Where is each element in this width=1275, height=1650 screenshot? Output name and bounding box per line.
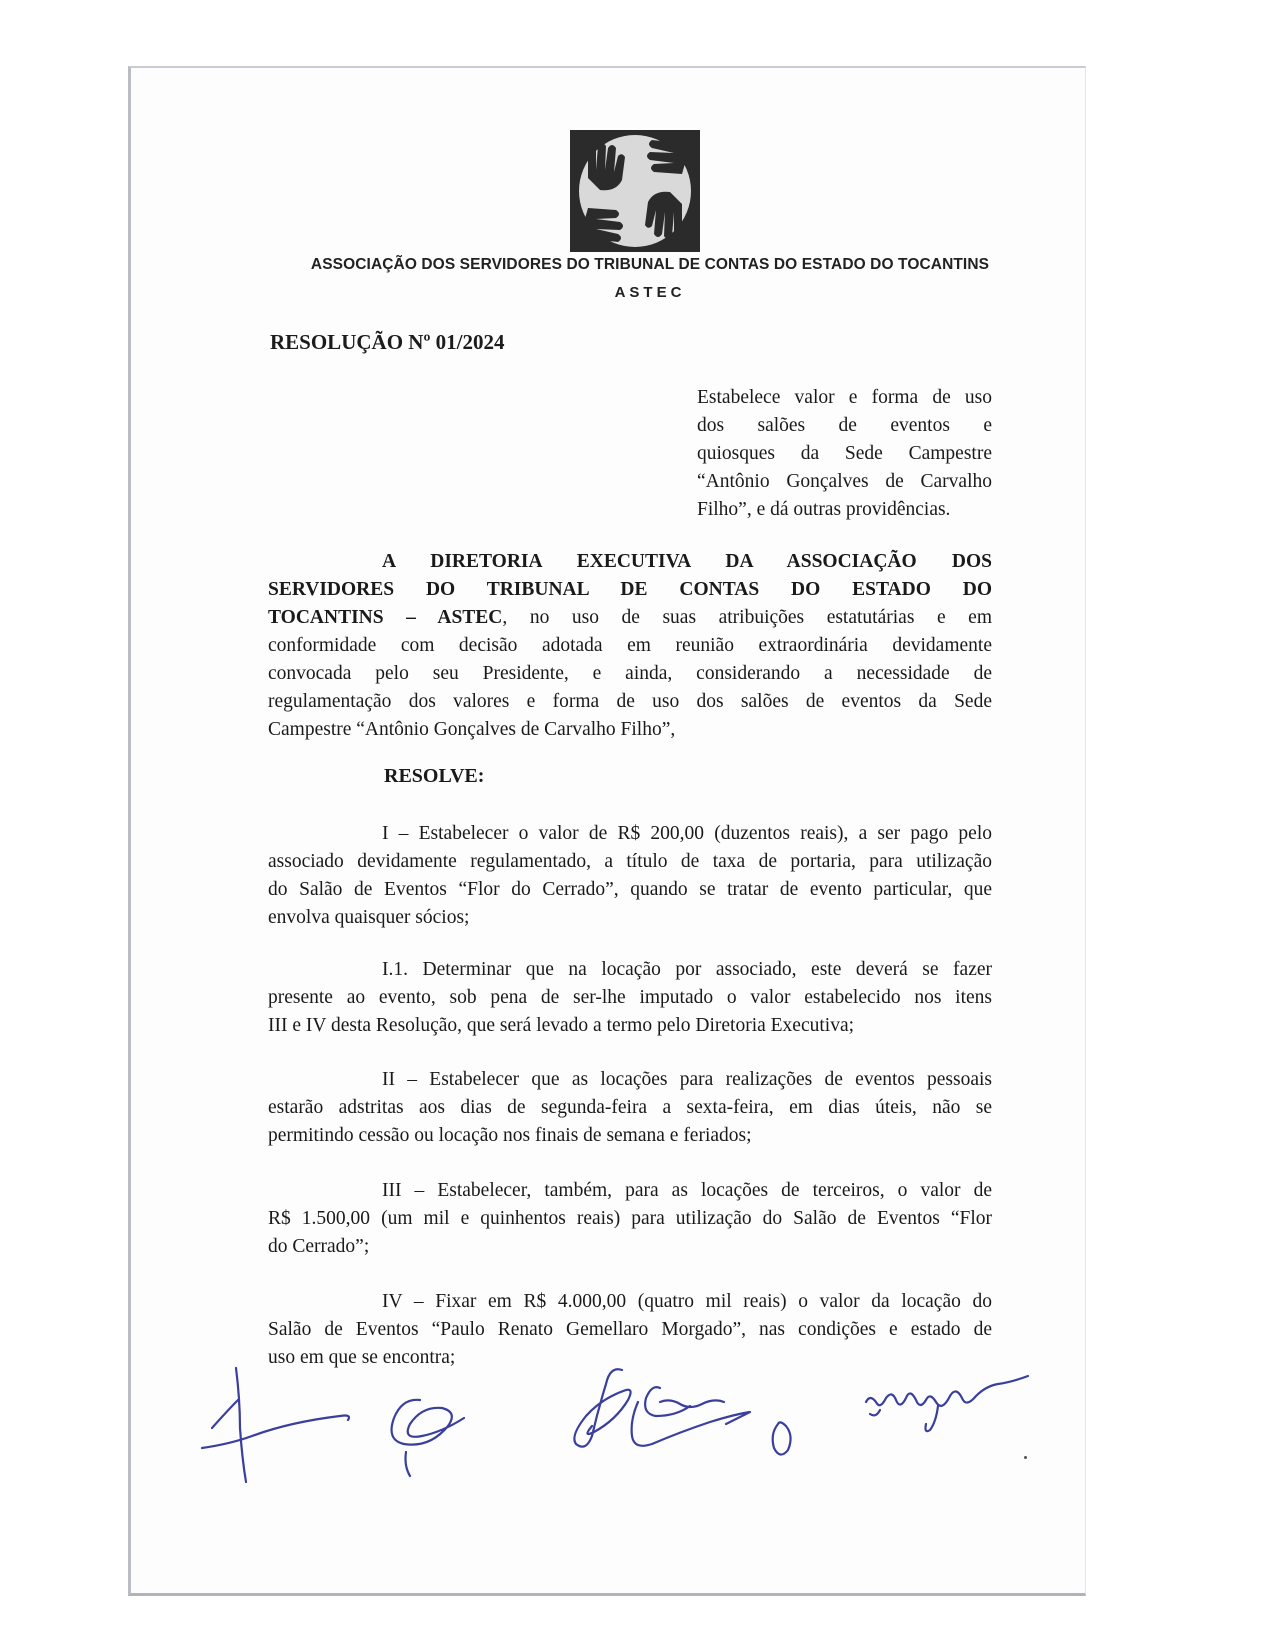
item-line: III e IV desta Resolução, que será levado a termo pelo Diretoria Executiva; — [268, 1015, 855, 1036]
item-line: presente ao evento, sob pena de ser-lhe imputado o valor estabelecido nos itens — [268, 987, 992, 1008]
summary-line: quiosques da Sede Campestre — [697, 443, 992, 464]
item-line: associado devidamente regulamentado, a título de taxa de portaria, para utilização — [268, 851, 992, 872]
item-line: do Cerrado”; — [268, 1236, 370, 1257]
item-line: uso em que se encontra; — [268, 1347, 456, 1368]
item-line: II – Estabelecer que as locações para realizações de eventos pessoais — [382, 1069, 992, 1090]
astec-logo — [570, 130, 700, 252]
resolution-title: RESOLUÇÃO Nº 01/2024 — [270, 330, 505, 354]
organization-acronym: ASTEC — [614, 284, 686, 301]
summary-line: Filho”, e dá outras providências. — [697, 499, 951, 520]
signature-4 — [866, 1376, 1028, 1406]
signature-2 — [392, 1400, 464, 1445]
item-line: I – Estabelecer o valor de R$ 200,00 (duzentos reais), a ser pago pelo — [382, 823, 992, 844]
organization-name: ASSOCIAÇÃO DOS SERVIDORES DO TRIBUNAL DE CONTAS DO ESTADO DO TOCANTINS — [310, 256, 990, 273]
item-line: I.1. Determinar que na locação por associado, este deverá se fazer — [382, 959, 992, 980]
speck — [1024, 1456, 1027, 1459]
item-line: envolva quaisquer sócios; — [268, 907, 470, 928]
preamble-line — [268, 604, 992, 632]
preamble-line: convocada pelo seu Presidente, e ainda, considerando a necessidade de — [268, 663, 992, 684]
item-line: IV – Fixar em R$ 4.000,00 (quatro mil reais) o valor da locação do — [382, 1291, 992, 1312]
preamble-bold-text: TOCANTINS – ASTEC — [268, 607, 503, 628]
item-ii — [268, 1066, 992, 1150]
item-line: III – Estabelecer, também, para as locações de terceiros, o valor de — [382, 1180, 992, 1201]
item-i — [268, 820, 992, 932]
resolve-heading: RESOLVE: — [384, 765, 485, 787]
item-line: do Salão de Eventos “Flor do Cerrado”, quando se tratar de evento particular, que — [268, 879, 992, 900]
signature-3 — [574, 1369, 630, 1446]
preamble-line: conformidade com decisão adotada em reunião extraordinária devidamente — [268, 635, 992, 656]
preamble-line: Campestre “Antônio Gonçalves de Carvalho Filho”, — [268, 719, 676, 740]
preamble-line: regulamentação dos valores e forma de uso dos salões de eventos da Sede — [268, 691, 992, 712]
resolution-summary — [697, 384, 992, 524]
item-i1 — [268, 956, 992, 1040]
preamble-line: SERVIDORES DO TRIBUNAL DE CONTAS DO ESTADO DO — [268, 579, 992, 600]
preamble-paragraph — [268, 548, 992, 744]
preamble-line: A DIRETORIA EXECUTIVA DA ASSOCIAÇÃO DOS — [382, 551, 992, 572]
summary-line: Estabelece valor e forma de uso — [697, 387, 992, 408]
item-line: estarão adstritas aos dias de segunda-feira a sexta-feira, em dias úteis, não se — [268, 1097, 992, 1118]
summary-line: dos salões de eventos e — [697, 415, 992, 436]
preamble-text: , no uso de suas atribuições estatutárias e em — [502, 607, 992, 628]
item-line: Salão de Eventos “Paulo Renato Gemellaro Morgado”, nas condições e estado de — [268, 1319, 992, 1340]
summary-line: “Antônio Gonçalves de Carvalho — [697, 471, 992, 492]
signatures — [190, 1340, 1050, 1490]
item-line: permitindo cessão ou locação nos finais de semana e feriados; — [268, 1125, 752, 1146]
signature-1 — [202, 1416, 349, 1449]
item-iii — [268, 1177, 992, 1261]
item-line: R$ 1.500,00 (um mil e quinhentos reais) para utilização do Salão de Eventos “Flor — [268, 1208, 992, 1229]
